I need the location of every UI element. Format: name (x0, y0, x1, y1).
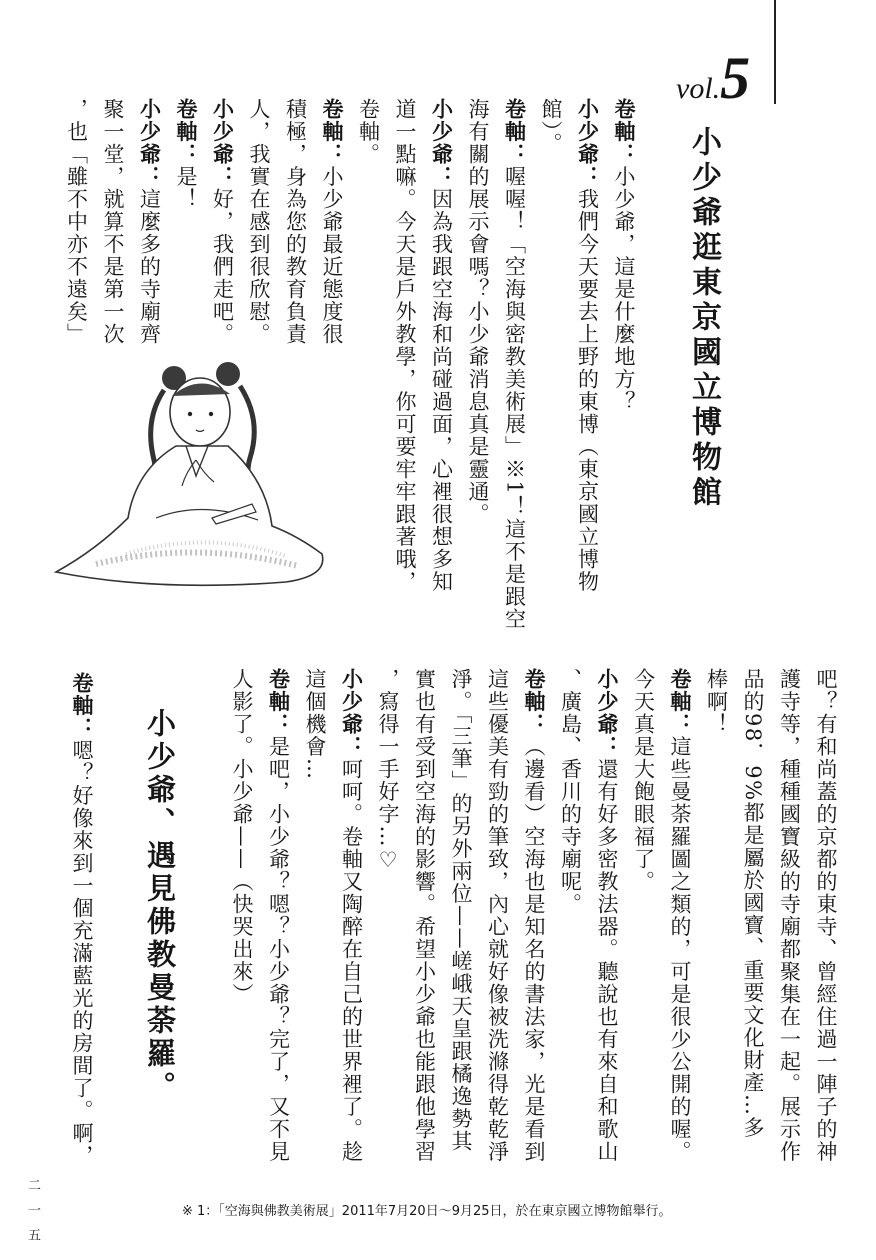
column-text: 、廣島、香川的寺廟呢。 (558, 668, 583, 916)
speaker-label: 小少爺： (339, 668, 364, 758)
speaker-label: 小少爺： (210, 98, 235, 188)
column-text: 好，我們走吧。 (210, 188, 235, 346)
column-text: 淨。「三筆」的另外兩位——嵯峨天皇跟橘逸勢其 (449, 668, 473, 1153)
column-text: 人影了。小少爺——（快哭出來） (230, 668, 254, 1006)
column-text: 海有關的展示會嗎？小少爺消息真是靈通。 (466, 98, 490, 526)
text-column (632, 668, 656, 893)
column-text: 小少爺最近態度很 (320, 165, 344, 346)
column-text: 這個機會… (303, 668, 327, 781)
text-column (612, 98, 636, 413)
vol-number: 5 (720, 45, 751, 111)
column-text: 呵呵。卷軸又陶醉在自己的世界裡了。趁 (339, 758, 364, 1163)
header-rule (774, 0, 776, 104)
speaker-label: 卷軸： (502, 98, 527, 166)
footnote: ※ 1：「空海與佛教美術展」2011年7月20日～9月25日，於在東京國立博物館舉行。 (182, 1204, 672, 1219)
column-text: 品的98．9%都是屬於國寶、重要文化財產…多 (741, 668, 765, 1140)
text-column (284, 98, 308, 346)
text-column (357, 98, 381, 166)
text-column (466, 98, 490, 526)
page-number: 二一五 (25, 1178, 40, 1253)
text-column (705, 668, 729, 736)
right-hair-bun-icon (216, 362, 240, 386)
text-column (267, 668, 291, 1163)
column-text: 我們今天要去上野的東博（東京國立博物 (575, 188, 600, 593)
speaker-label: 卷軸： (70, 672, 94, 740)
text-column (539, 98, 563, 155)
speaker-label: 卷軸： (668, 668, 692, 736)
text-column (174, 98, 198, 211)
column-text: 是！ (174, 165, 198, 211)
text-column (576, 98, 600, 593)
column-text: ，也「雖不中亦不遠矣」 (64, 98, 89, 346)
volume-label (676, 44, 750, 113)
column-text: 道一點嘛。今天是戶外教學，你可要牢牢跟著哦， (393, 98, 417, 593)
column-text: 人，我實在感到很欣慰。 (247, 98, 271, 346)
speaker-label: 卷軸： (174, 98, 198, 166)
text-column (65, 98, 89, 346)
column-text: 實也有受到空海的影響。希望小少爺也能跟他學習 (412, 668, 437, 1163)
column-text: 積極，身為您的教育負責 (283, 98, 308, 346)
speaker-label: 小少爺： (429, 98, 454, 188)
column-text: 護寺等，種種國寶級的寺廟都聚集在一起。展示作 (777, 668, 802, 1163)
column-text: 今天真是大飽眼福了。 (631, 668, 656, 893)
column-text: 這些優美有勁的筆致，內心就好像被洗滌得乾乾淨 (485, 668, 510, 1163)
column-text: 館）。 (539, 98, 563, 155)
text-column (303, 668, 327, 781)
column-text: 因為我跟空海和尚碰過面，心裡很想多知 (429, 188, 454, 593)
speaker-label: 卷軸： (522, 668, 546, 736)
column-text: 棒啊！ (704, 668, 729, 736)
robe-icon (56, 446, 323, 585)
text-column (503, 98, 527, 630)
column-text: 吧？有和尚蓋的京都的東寺、曾經住過一陣子的神 (814, 668, 838, 1163)
column-text: 還有好多密教法器。聽說也有來自和歌山 (595, 758, 619, 1163)
text-column (376, 668, 400, 874)
text-column (138, 98, 162, 346)
vol-word: vol. (676, 72, 721, 105)
column-text: 喔喔！「空海與密教美術展」※1！這不是跟空 (502, 165, 527, 631)
column-text: 這麼多的寺廟齊 (137, 188, 162, 346)
column-text: 卷軸。 (356, 98, 381, 166)
speaker-label: 小少爺： (137, 98, 162, 188)
text-column (668, 668, 692, 1163)
speaker-label: 卷軸： (612, 98, 636, 166)
column-text: 小少爺，這是什麼地方？ (612, 165, 636, 413)
chapter-title: 小少爺逛東京國立博物館 (686, 126, 721, 511)
text-column (449, 668, 473, 1153)
text-column (486, 668, 510, 1163)
text-column (430, 98, 454, 593)
seated-child-illustration (36, 350, 336, 590)
text-column (247, 98, 271, 346)
column-text: 嗯？好像來到一個充滿藍光的房間了。啊， (70, 739, 94, 1167)
text-column (595, 668, 619, 1163)
speaker-label: 小少爺： (575, 98, 600, 188)
section-heading: 小少爺、遇見佛教曼荼羅。 (143, 708, 177, 1104)
text-column (559, 668, 583, 916)
last-text-column (70, 672, 94, 1167)
text-column (741, 668, 765, 1139)
text-column (814, 668, 838, 1163)
text-column (211, 98, 235, 346)
speaker-label: 小少爺： (595, 668, 619, 758)
text-column (778, 668, 802, 1163)
text-column (522, 668, 546, 1163)
text-column (393, 98, 417, 593)
text-column (101, 98, 125, 346)
speaker-label: 卷軸： (320, 98, 344, 166)
text-column (413, 668, 437, 1163)
column-text: ，寫得一手好字…♡ (376, 668, 400, 874)
text-column (230, 668, 254, 1006)
column-text: 是吧，小少爺？嗯？小少爺？完了，又不見 (266, 735, 291, 1163)
column-text: 聚一堂，就算不是第一次 (101, 98, 125, 346)
text-column (340, 668, 364, 1163)
column-text: （邊看）空海也是知名的書法家，光是看到 (522, 735, 546, 1163)
speaker-label: 卷軸： (266, 668, 291, 736)
column-text: 這些曼荼羅圖之類的，可是很少公開的喔。 (668, 735, 692, 1163)
text-column (320, 98, 344, 346)
